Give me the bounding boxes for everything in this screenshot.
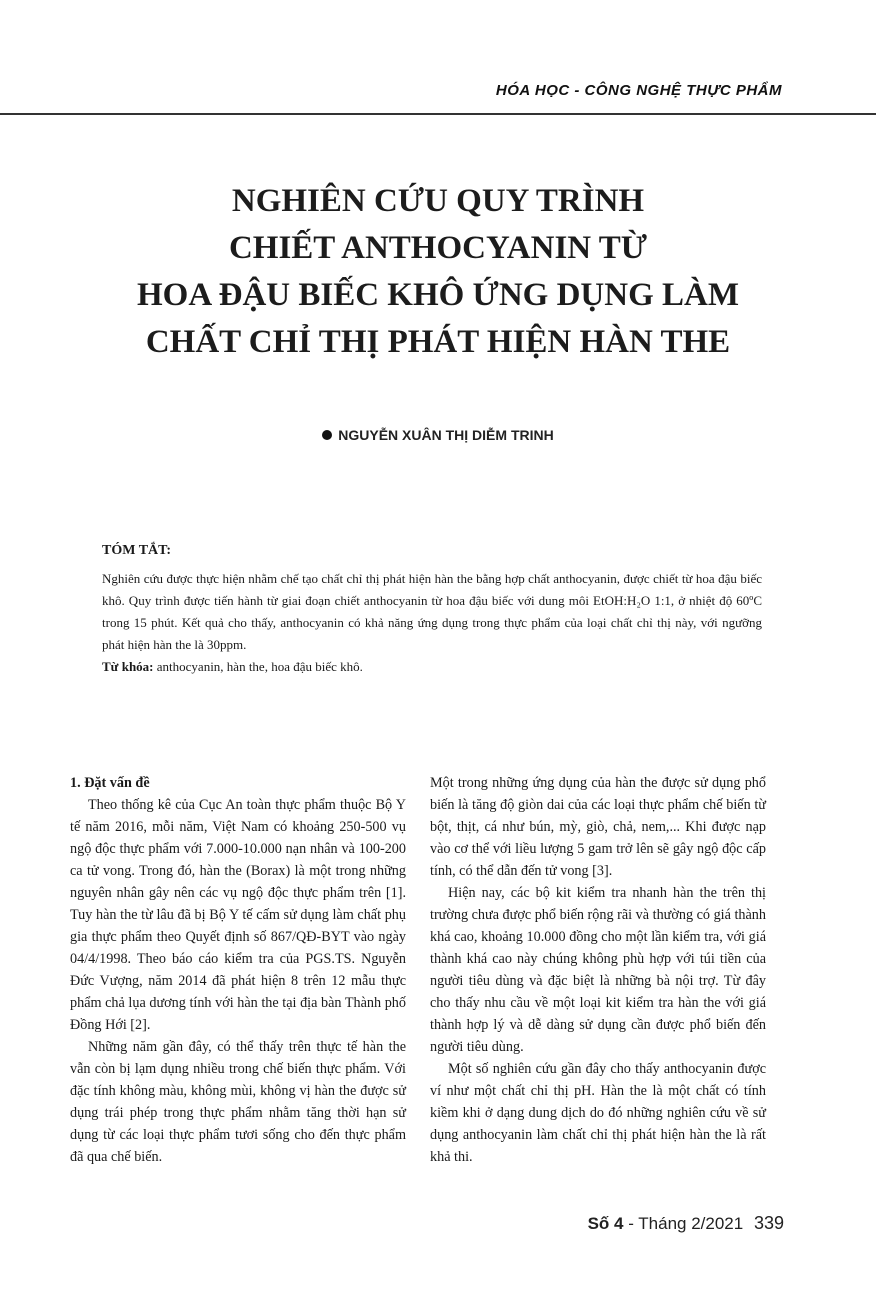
title-line: CHẤT CHỈ THỊ PHÁT HIỆN HÀN THE bbox=[145, 324, 731, 360]
article-title bbox=[0, 178, 876, 366]
right-column bbox=[430, 772, 766, 1168]
paragraph: Những năm gần đây, có thể thấy trên thực tế hàn the vẫn còn bị lạm dụng nhiều trong chế biến thực phẩm. Với đặc tính không màu, không mùi, không vị hàn the được sử dụng trái phép trong thực phẩm nhằm tăng thời hạn sử dụng từ các loại thực phẩm tươi sống cho đến thực phẩm đã qua chế biến. bbox=[70, 1039, 406, 1165]
page-number: 339 bbox=[753, 1213, 784, 1233]
issue-date: - Tháng 2/2021 bbox=[628, 1214, 744, 1233]
journal-section-header: HÓA HỌC - CÔNG NGHỆ THỰC PHẨM bbox=[495, 82, 782, 99]
bullet-icon bbox=[322, 430, 332, 440]
paragraph: Một số nghiên cứu gần đây cho thấy anthocyanin được ví như một chất chỉ thị pH. Hàn the là một chất có tính kiềm khi ở dạng dung dịch do đó những nghiên cứu về sử dụng anthocyanin làm chất chỉ thị phát hiện hàn the là rất khả thi. bbox=[430, 1061, 766, 1165]
paragraph: Theo thống kê của Cục An toàn thực phẩm thuộc Bộ Y tế năm 2016, mỗi năm, Việt Nam có khoảng 250-500 vụ ngộ độc thực phẩm với 7.000-10.000 nạn nhân và 100-200 ca tử vong. Trong đó, hàn the (Borax) là một trong những nguyên nhân gây nên các vụ ngộ độc thực phẩm trên [1]. Tuy hàn the từ lâu đã bị Bộ Y tế cấm sử dụng làm chất phụ gia thực phẩm theo Quyết định số 867/QĐ-BYT vào ngày 04/4/1998. Theo báo cáo kiểm tra của PGS.TS. Nguyễn Đức Vượng, năm 2014 đã phát hiện 8 trên 12 mẫu thực phẩm chả lụa dương tính với hàn the tại địa bàn Thành phố Đồng Hới [2]. bbox=[70, 797, 406, 1033]
keywords-label: Từ khóa: bbox=[102, 659, 154, 674]
left-column bbox=[70, 772, 406, 1168]
abstract-body: Nghiên cứu được thực hiện nhằm chế tạo chất chỉ thị phát hiện hàn the bằng hợp chất anthocyanin, được chiết từ hoa đậu biếc khô. Quy trình được tiến hành từ giai đoạn chiết anthocyanin từ hoa đậu biếc với dung môi EtOH:H₂O 1:1, ở nhiệt độ 60ºC trong 15 phút. Kết quả cho thấy, anthocyanin có khả năng ứng dụng trong thực phẩm của loại chất chỉ thị này, với ngưỡng phát hiện hàn the là 30ppm. bbox=[102, 571, 762, 652]
page-footer bbox=[588, 1213, 784, 1234]
header-rule bbox=[0, 113, 876, 115]
author-line bbox=[0, 427, 876, 443]
abstract-heading: TÓM TẮT: bbox=[102, 543, 172, 558]
title-line: NGHIÊN CỨU QUY TRÌNH bbox=[231, 183, 645, 219]
keywords-line bbox=[102, 656, 762, 678]
paragraph: Hiện nay, các bộ kit kiểm tra nhanh hàn the trên thị trường chưa được phổ biến rộng rãi và thường có giá thành khá cao, khoảng 10.000 đồng cho một lần kiểm tra, với giá thành khá cao này chúng không phù hợp với túi tiền của người tiêu dùng và đặc biệt là những bà nội trợ. Từ đây cho thấy nhu cầu về một loại kit kiểm tra hàn the với giá thành hợp lý và dễ dàng sử dụng cần được phổ biến đến người tiêu dùng. bbox=[430, 885, 766, 1055]
issue-number: Số 4 bbox=[587, 1214, 624, 1233]
paragraph: Một trong những ứng dụng của hàn the được sử dụng phổ biến là tăng độ giòn dai của các loại thực phẩm chế biến từ bột, thịt, cá như bún, mỳ, giò, chả, nem,... Khi được nạp vào cơ thể với liều lượng 5 gam trở lên sẽ gây ngộ độc cấp tính, có thể dẫn đến tử vong [3]. bbox=[430, 775, 766, 879]
title-line: HOA ĐẬU BIẾC KHÔ ỨNG DỤNG LÀM bbox=[137, 277, 739, 313]
author-name: NGUYỄN XUÂN THỊ DIỄM TRINH bbox=[338, 427, 554, 443]
keywords-text: anthocyanin, hàn the, hoa đậu biếc khô. bbox=[156, 659, 363, 674]
section-heading: 1. Đặt vấn đề bbox=[70, 775, 150, 791]
abstract-block bbox=[102, 540, 762, 678]
title-line: CHIẾT ANTHOCYANIN TỪ bbox=[228, 230, 648, 266]
